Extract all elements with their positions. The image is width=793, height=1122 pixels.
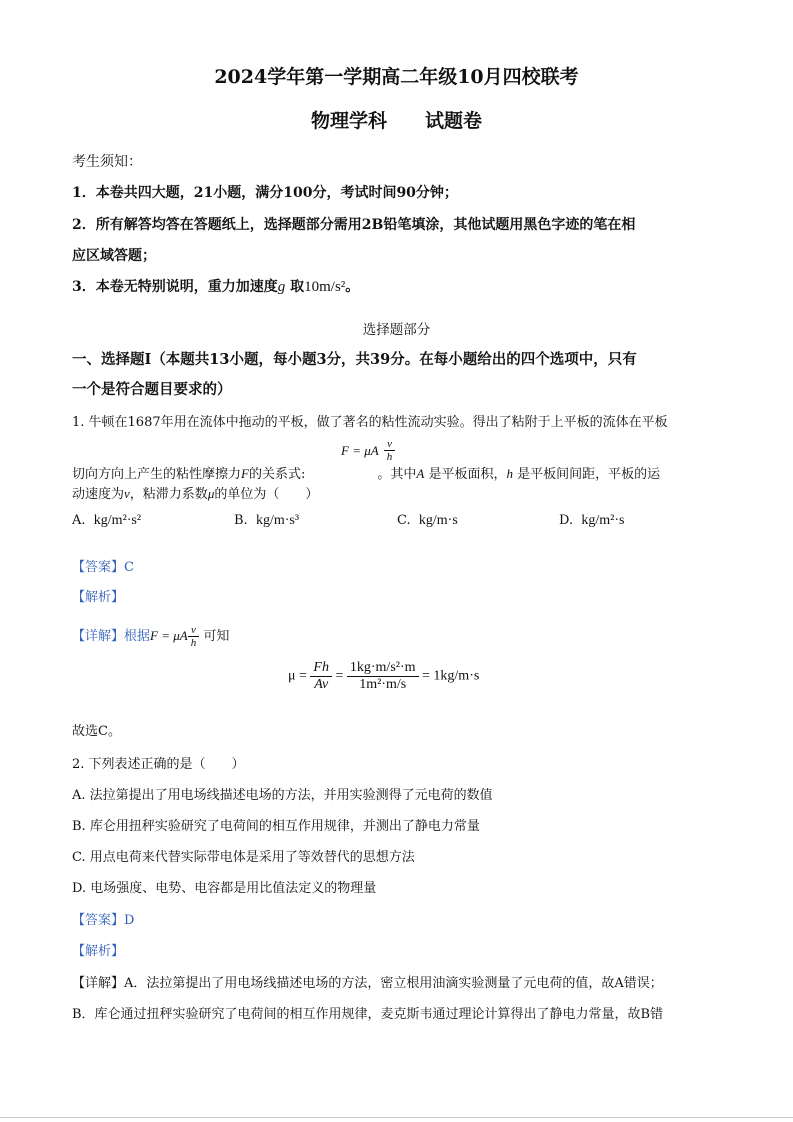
q2-answer: 【答案】D xyxy=(72,913,135,928)
q1-option-b-label: B. xyxy=(234,513,248,528)
q1-calculation xyxy=(288,660,479,693)
calc-fraction-2 xyxy=(347,660,419,693)
q2-detail-line2: B．库仑通过扭秤实验研究了电荷间的相互作用规律，麦克斯韦通过理论计算得出了静电力常量，故B错 xyxy=(72,1007,664,1022)
q1-sym-mu: μ xyxy=(207,486,215,501)
q1-stem2e: 是平板间间距，平板的运 xyxy=(517,467,661,482)
q1-stem2a: 切向方向上产生的粘性摩擦力 xyxy=(72,467,242,482)
calc-frac1-num: Fh xyxy=(310,660,332,677)
exam-title: 2024学年第一学期高二年级10月四校联考 xyxy=(214,66,579,88)
section-title: 选择题部分 xyxy=(362,322,431,338)
calc-frac1-den: Av xyxy=(314,677,329,692)
q1-formula-num: v xyxy=(384,438,396,451)
notice-item-2-cont: 应区域答题； xyxy=(72,248,156,264)
q1-option-c-label: C. xyxy=(397,513,411,528)
q1-answer: 【答案】C xyxy=(72,560,134,575)
g-symbol: g xyxy=(277,279,286,295)
part1-instructions-line1: 一、选择题Ⅰ（本题共13小题，每小题3分，共39分。在每小题给出的四个选项中，只有 xyxy=(72,351,637,368)
calc-fraction-1 xyxy=(310,660,332,693)
q1-detail-num: v xyxy=(188,624,200,637)
q1-option-b[interactable] xyxy=(234,513,299,529)
q1-analysis-tag: 【解析】 xyxy=(72,590,125,605)
q1-stem3c: 的单位为（ ） xyxy=(214,487,319,502)
q1-option-d-text: kg/m²·s xyxy=(581,513,625,528)
q1-sym-h: h xyxy=(506,466,513,481)
g-value: 10m/s² xyxy=(304,279,346,295)
notice-item-3-end: 。 xyxy=(345,279,360,295)
q1-option-c[interactable] xyxy=(397,513,458,529)
q1-formula xyxy=(341,438,395,463)
q2-option-a[interactable]: A. 法拉第提出了用电场线描述电场的方法，并用实验测得了元电荷的数值 xyxy=(72,788,493,803)
q1-stem2c: 。其中 xyxy=(377,467,417,482)
q1-formula-den: h xyxy=(386,451,393,463)
q1-formula-fraction xyxy=(384,438,396,463)
exam-subtitle xyxy=(0,106,793,133)
notice-item-2: 2．所有解答均答在答题纸上，选择题部分需用2B铅笔填涂，其他试题用黑色字迹的笔在相 xyxy=(72,217,636,233)
q1-option-a-label: A. xyxy=(72,513,86,528)
calc-frac2-den: 1m²·m/s xyxy=(359,677,407,692)
notice-item-3-text: 3．本卷无特别说明，重力加速度 xyxy=(72,279,278,295)
q1-detail-prefix: 【详解】根据 xyxy=(72,629,151,644)
q1-option-a-text: kg/m²·s² xyxy=(93,513,142,528)
notice-heading: 考生须知： xyxy=(72,154,142,170)
q1-detail-formula: F = μA xyxy=(150,628,188,643)
q1-detail-suffix: 可知 xyxy=(203,629,230,644)
q1-option-c-text: kg/m·s xyxy=(418,513,458,528)
q1-formula-lhs: F = μA xyxy=(341,443,379,458)
calc-mu: μ = xyxy=(288,668,307,684)
q2-option-b[interactable]: B. 库仑用扭秤实验研究了电荷间的相互作用规律，并测出了静电力常量 xyxy=(72,819,480,834)
q1-sym-v: v xyxy=(124,486,130,501)
q1-option-a[interactable] xyxy=(72,513,141,529)
q2-option-c[interactable]: C. 用点电荷来代替实际带电体是采用了等效替代的思想方法 xyxy=(72,850,415,865)
q2-analysis-tag: 【解析】 xyxy=(72,944,125,959)
q1-stem-line1: 1. 牛顿在1687年用在流体中拖动的平板，做了著名的粘性流动实验。得出了粘附于上平板的流体在平板 xyxy=(72,415,668,430)
q1-stem2b: 的关系式: xyxy=(248,467,306,482)
q1-detail-line xyxy=(72,624,229,649)
notice-item-3 xyxy=(72,276,359,296)
q1-detail-den: h xyxy=(190,637,197,649)
q1-sym-A: A xyxy=(416,466,425,481)
q2-detail-line1: 【详解】A．法拉第提出了用电场线描述电场的方法，密立根用油滴实验测量了元电荷的值，故A错误； xyxy=(72,976,663,991)
page-bottom-border xyxy=(0,1117,793,1118)
q1-sym-F: F xyxy=(241,466,249,481)
subject-label: 物理学科 xyxy=(310,110,387,132)
q1-stem-line3 xyxy=(72,483,318,502)
q1-option-b-text: kg/m·s³ xyxy=(255,513,300,528)
q1-stem-line2 xyxy=(72,463,660,482)
q1-detail-fraction xyxy=(188,624,200,649)
part1-instructions-line2: 一个是符合题目要求的） xyxy=(72,381,232,398)
q2-stem: 2. 下列表述正确的是（ ） xyxy=(72,757,245,772)
q1-conclusion: 故选C。 xyxy=(72,724,121,739)
calc-frac2-num: 1kg·m/s²·m xyxy=(347,660,419,677)
q1-option-d[interactable] xyxy=(559,513,624,529)
calc-result: = 1kg/m·s xyxy=(422,668,480,684)
q1-stem3b: ，粘滞力系数 xyxy=(129,487,208,502)
q1-stem3a: 动速度为 xyxy=(72,487,125,502)
q1-stem2d: 是平板面积， xyxy=(428,467,507,482)
q1-option-d-label: D. xyxy=(559,513,574,528)
paper-type-label: 试题卷 xyxy=(425,110,483,132)
calc-eq: = xyxy=(335,668,344,684)
q2-option-d[interactable]: D. 电场强度、电势、电容都是用比值法定义的物理量 xyxy=(72,881,377,896)
notice-item-1: 1．本卷共四大题，21小题，满分100分，考试时间90分钟； xyxy=(72,185,458,201)
notice-item-3-take: 取 xyxy=(290,279,305,295)
